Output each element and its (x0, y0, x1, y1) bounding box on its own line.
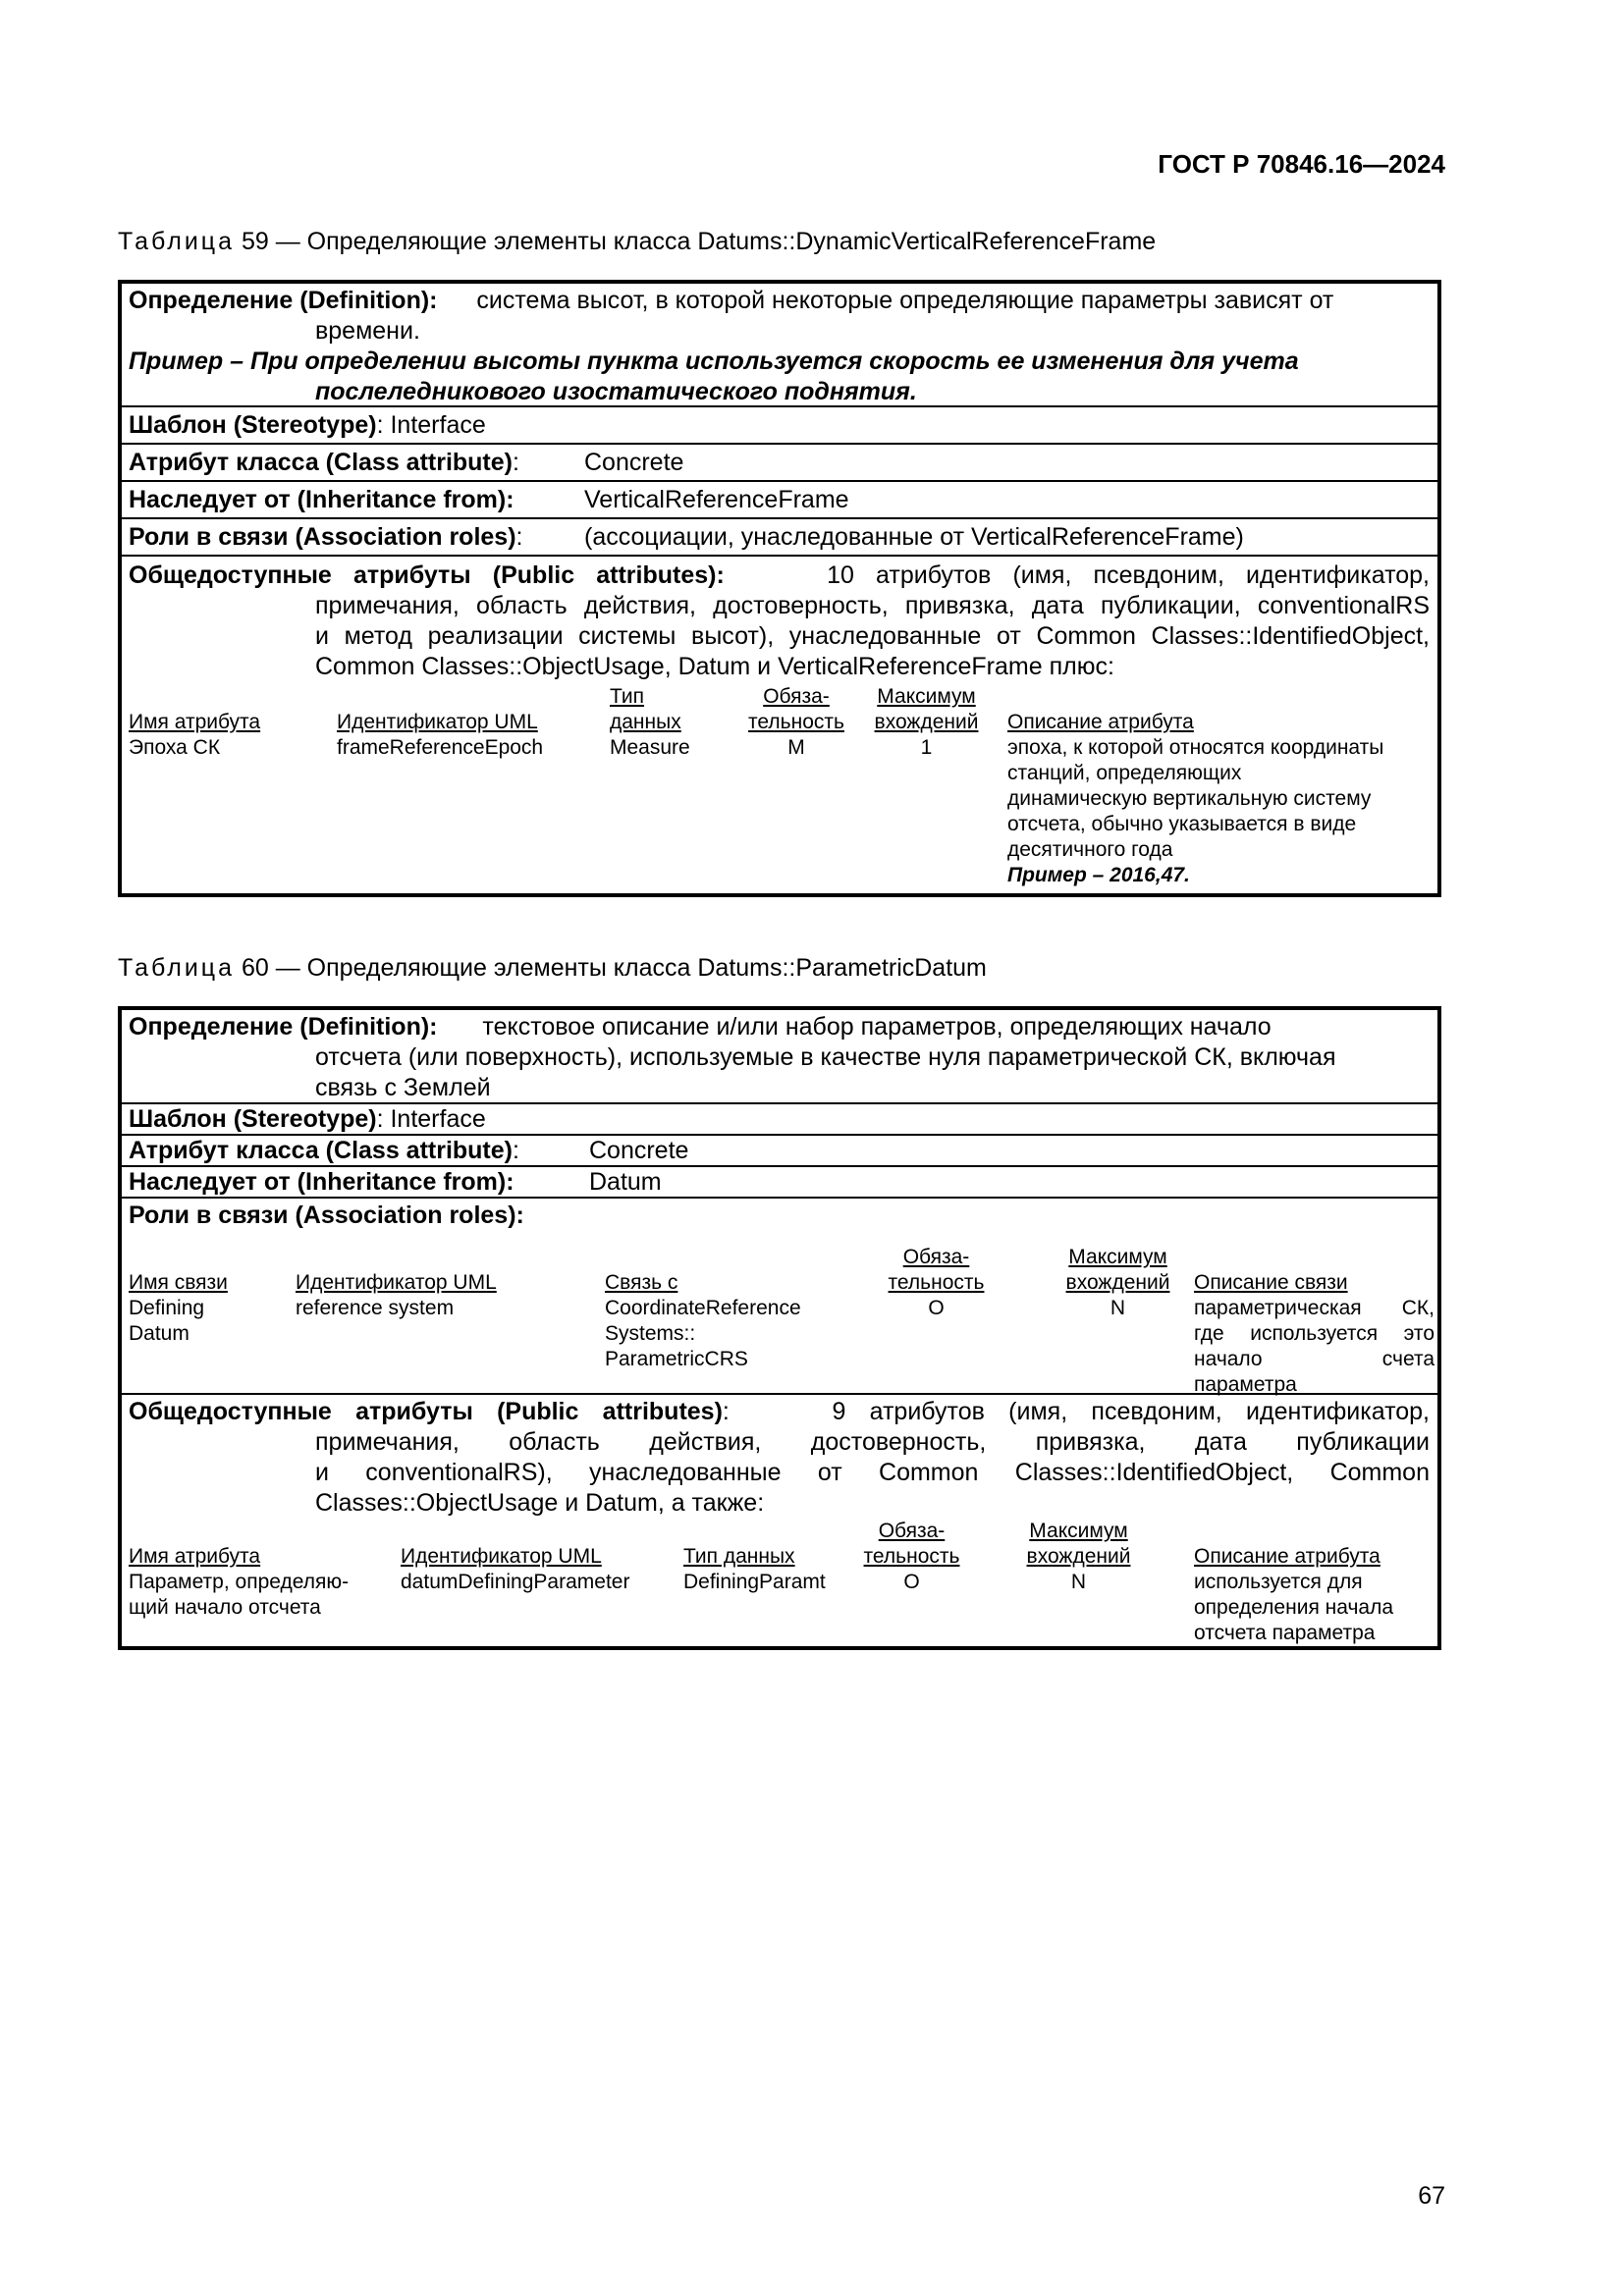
t60-stereotype-value: : Interface (376, 1105, 486, 1133)
t59-association-roles-value: (ассоциации, унаследованные от VerticalReferenceFrame) (584, 523, 1244, 551)
t59-public-attributes-text-2: примечания, область действия, достоверность, привязка, дата публикации, conventionalRS (315, 592, 1430, 619)
t60-role-header-uml: Идентификатор UML (296, 1271, 497, 1294)
t59-definition-text: система высот, в которой некоторые определяющие параметры зависят от (476, 287, 1334, 314)
t59-row-type: Measure (610, 736, 690, 759)
t59-attribute-subtable (129, 684, 1430, 900)
t60-row-type: DefiningParamt (683, 1571, 826, 1593)
table-59-caption-prefix: Таблица (118, 228, 236, 255)
t59-header-obligation-1: Обяза- (763, 685, 830, 708)
t59-header-name: Имя атрибута (129, 711, 261, 733)
t60-public-attributes-text-1: 9 атрибутов (имя, псевдоним, идентификатор, (832, 1398, 1431, 1425)
t59-row-name: Эпоха СК (129, 736, 221, 759)
t60-association-roles-label: Роли в связи (Association roles): (129, 1201, 524, 1229)
t60-header-max-1: Максимум (1029, 1520, 1128, 1542)
t60-role-header-max-2: вхождений (1065, 1271, 1170, 1294)
t59-association-roles-row (122, 517, 1437, 555)
t59-row-obligation: M (787, 736, 805, 759)
t60-role-obligation: O (928, 1297, 945, 1319)
t60-inheritance-label: Наследует от (Inheritance from): (129, 1168, 514, 1196)
t60-public-attributes-label: Общедоступные атрибуты (Public attributes) (129, 1398, 723, 1425)
t59-inheritance-label: Наследует от (Inheritance from): (129, 486, 514, 513)
t59-header-obligation-2: тельность (748, 711, 844, 733)
t60-header-uml: Идентификатор UML (401, 1545, 602, 1568)
t60-definition-text-3: связь с Землей (315, 1074, 491, 1101)
t59-example-line-1: Пример – При определении высоты пункта используется скорость ее изменения для учета (129, 347, 1299, 375)
t60-public-attributes-colon: : (722, 1398, 730, 1425)
table-60 (118, 1006, 1441, 1650)
t59-header-description: Описание атрибута (1007, 711, 1194, 733)
t59-public-attributes-label: Общедоступные атрибуты (Public attributes): (129, 561, 725, 589)
t60-header-name: Имя атрибута (129, 1545, 261, 1568)
t60-row-uml: datumDefiningParameter (401, 1571, 630, 1593)
table-60-caption-text: 60 — Определяющие элементы класса Datums::ParametricDatum (235, 954, 987, 982)
t60-public-attributes-text-2: примечания, область действия, достоверность, привязка, дата публикации (315, 1428, 1430, 1456)
t60-role-link: CoordinateReference Systems:: ParametricCRS (605, 1297, 801, 1370)
t60-role-description: параметрическая СК, где используется это начало счета параметра (1194, 1297, 1435, 1396)
t60-header-obligation-2: тельность (863, 1545, 960, 1568)
t60-header-type: Тип данных (683, 1545, 795, 1568)
t59-header-max-2: вхождений (874, 711, 979, 733)
t59-class-attribute-value: Concrete (584, 449, 684, 476)
t60-public-attributes-row (122, 1393, 1437, 1646)
t60-role-header-obligation-2: тельность (888, 1271, 985, 1294)
t59-public-attributes-text-4: Common Classes::ObjectUsage, Datum и VerticalReferenceFrame плюс: (315, 653, 1114, 680)
t60-inheritance-value: Datum (589, 1168, 662, 1196)
t60-header-obligation-1: Обяза- (878, 1520, 946, 1542)
t59-public-attributes-text-1: 10 атрибутов (имя, псевдоним, идентификатор, (827, 561, 1430, 589)
t60-role-header-link: Связь с (605, 1271, 678, 1294)
t60-attribute-subtable (129, 1519, 1430, 1644)
t60-role-uml: reference system (296, 1297, 455, 1319)
t60-definition-label: Определение (Definition): (129, 1013, 438, 1041)
t60-role-header-name: Имя связи (129, 1271, 228, 1294)
t60-role-max: N (1110, 1297, 1126, 1319)
t59-header-type-2: данных (610, 711, 681, 733)
page-number: 67 (1418, 2182, 1445, 2210)
t59-example-line-2: послеледникового изостатического поднятия. (315, 378, 917, 405)
t59-class-attribute-row (122, 443, 1437, 480)
t59-class-attribute-colon: : (513, 449, 519, 476)
t59-class-attribute-label: Атрибут класса (Class attribute) (129, 449, 513, 476)
t60-class-attribute-value: Concrete (589, 1137, 689, 1164)
t60-class-attribute-colon: : (513, 1137, 519, 1164)
t60-header-description: Описание атрибута (1194, 1545, 1380, 1568)
t60-class-attribute-row (122, 1134, 1437, 1165)
t59-row-description: эпоха, к которой относятся координаты станций, определяющих динамическую вертикальную систему отсчета, обычно указывается в виде десятичного года Пример – 2016,47. (1007, 736, 1384, 886)
document-id: ГОСТ Р 70846.16—2024 (1158, 149, 1445, 179)
t60-association-roles-row (122, 1197, 1437, 1396)
t60-header-max-2: вхождений (1026, 1545, 1131, 1568)
t60-public-attributes-text-3: и conventionalRS), унаследованные от Common Classes::IdentifiedObject, Common (315, 1459, 1430, 1486)
t60-role-header-obligation-1: Обяза- (902, 1246, 970, 1268)
t60-stereotype-row (122, 1102, 1437, 1134)
t59-inheritance-row (122, 480, 1437, 517)
t60-public-attributes-text-4: Classes::ObjectUsage и Datum, а также: (315, 1489, 765, 1517)
t60-definition-text-2: отсчета (или поверхность), используемые в качестве нуля параметрической СК, включая (315, 1043, 1336, 1071)
t59-header-uml: Идентификатор UML (337, 711, 538, 733)
t60-role-header-description: Описание связи (1194, 1271, 1348, 1294)
t59-row-uml: frameReferenceEpoch (337, 736, 544, 759)
t59-inheritance-value: VerticalReferenceFrame (584, 486, 849, 513)
table-59 (118, 280, 1441, 897)
t60-definition-row (122, 1010, 1437, 1102)
t59-definition-label: Определение (Definition): (129, 287, 438, 314)
t60-role-header-max-1: Максимум (1068, 1246, 1167, 1268)
t59-stereotype-label: Шаблон (Stereotype) (129, 411, 377, 439)
table-59-caption-text: 59 — Определяющие элементы класса Datums::DynamicVerticalReferenceFrame (235, 228, 1157, 255)
t59-public-attributes-text-3: и метод реализации системы высот), унаследованные от Common Classes::IdentifiedObject, (315, 622, 1430, 650)
t59-stereotype-value: : Interface (376, 411, 486, 439)
t60-class-attribute-label: Атрибут класса (Class attribute) (129, 1137, 513, 1164)
table-60-caption-prefix: Таблица (118, 954, 236, 982)
t60-row-max: N (1070, 1571, 1087, 1593)
t59-definition-row (122, 284, 1437, 405)
t60-role-name: Defining Datum (129, 1297, 205, 1345)
t60-roles-subtable (129, 1231, 1435, 1396)
t59-definition-text-cont: времени. (315, 317, 420, 345)
t60-row-name: Параметр, определяю- щий начало отсчета (129, 1571, 350, 1619)
t60-inheritance-row (122, 1165, 1437, 1197)
t60-row-obligation: O (903, 1571, 920, 1593)
t60-stereotype-label: Шаблон (Stereotype) (129, 1105, 377, 1133)
t59-row-max: 1 (920, 736, 933, 759)
t60-definition-text: текстовое описание и/или набор параметров, определяющих начало (482, 1013, 1272, 1041)
t59-header-max-1: Максимум (877, 685, 976, 708)
t60-row-description: используется для определения начала отсчета параметра (1194, 1571, 1394, 1644)
table-59-caption (118, 228, 1156, 256)
t59-header-type-1: Тип (610, 685, 645, 708)
table-60-caption (118, 954, 987, 983)
t59-stereotype-row (122, 405, 1437, 443)
t59-public-attributes-row (122, 555, 1437, 893)
t59-association-roles-colon: : (515, 523, 523, 551)
t59-association-roles-label: Роли в связи (Association roles) (129, 523, 516, 551)
